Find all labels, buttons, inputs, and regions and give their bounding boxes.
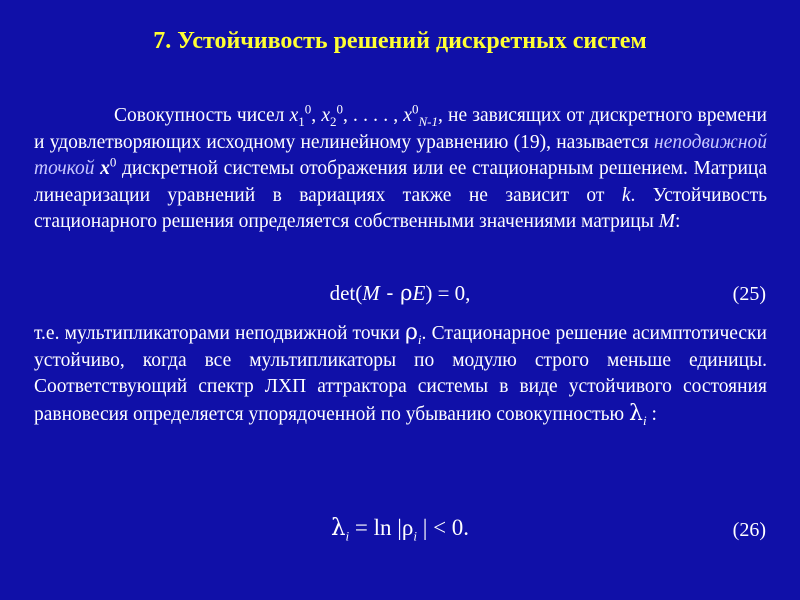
formula-26: $\lambda_i = \ln |\rho_i$ | < 0. xyxy=(330,515,470,544)
formula-25: det(M - ρE) = 0, xyxy=(329,281,471,305)
paragraph-multipliers: т.е. мультипликаторами неподвижной точки $\rho_i$. Стационарное решение асимптотически устойчиво, когда все мультипликаторы по модулю строго меньше единицы. Соответствующий спектр ЛХП аттрактора системы в виде устойчивого состояния равновесия определяется упорядоченной по убыванию совокупностью $\lambda_i$ : xyxy=(34,320,767,428)
slide-title: 7. Устойчивость решений дискретных систем xyxy=(153,28,647,54)
highlight-term: неподвижной точкой xyxy=(34,131,767,179)
equation-number-25: (25) xyxy=(732,283,766,305)
paragraph-definition: Совокупность чисел $x_1^0$, $x_2^0$, . . . . , $x^0_{N-1}$, не зависящих от дискретного времени и удовлетворяющих исходному нелинейному уравнению (19), называется неподвижной точкой $x^0$ дискретной системы отображения или ее стационарным решением. Матрица линеаризации уравнений в вариациях также не зависит от k. Устойчивость стационарного решения определяется собственными значениями матрицы M: xyxy=(34,101,767,232)
equation-number-26: (26) xyxy=(732,519,766,541)
